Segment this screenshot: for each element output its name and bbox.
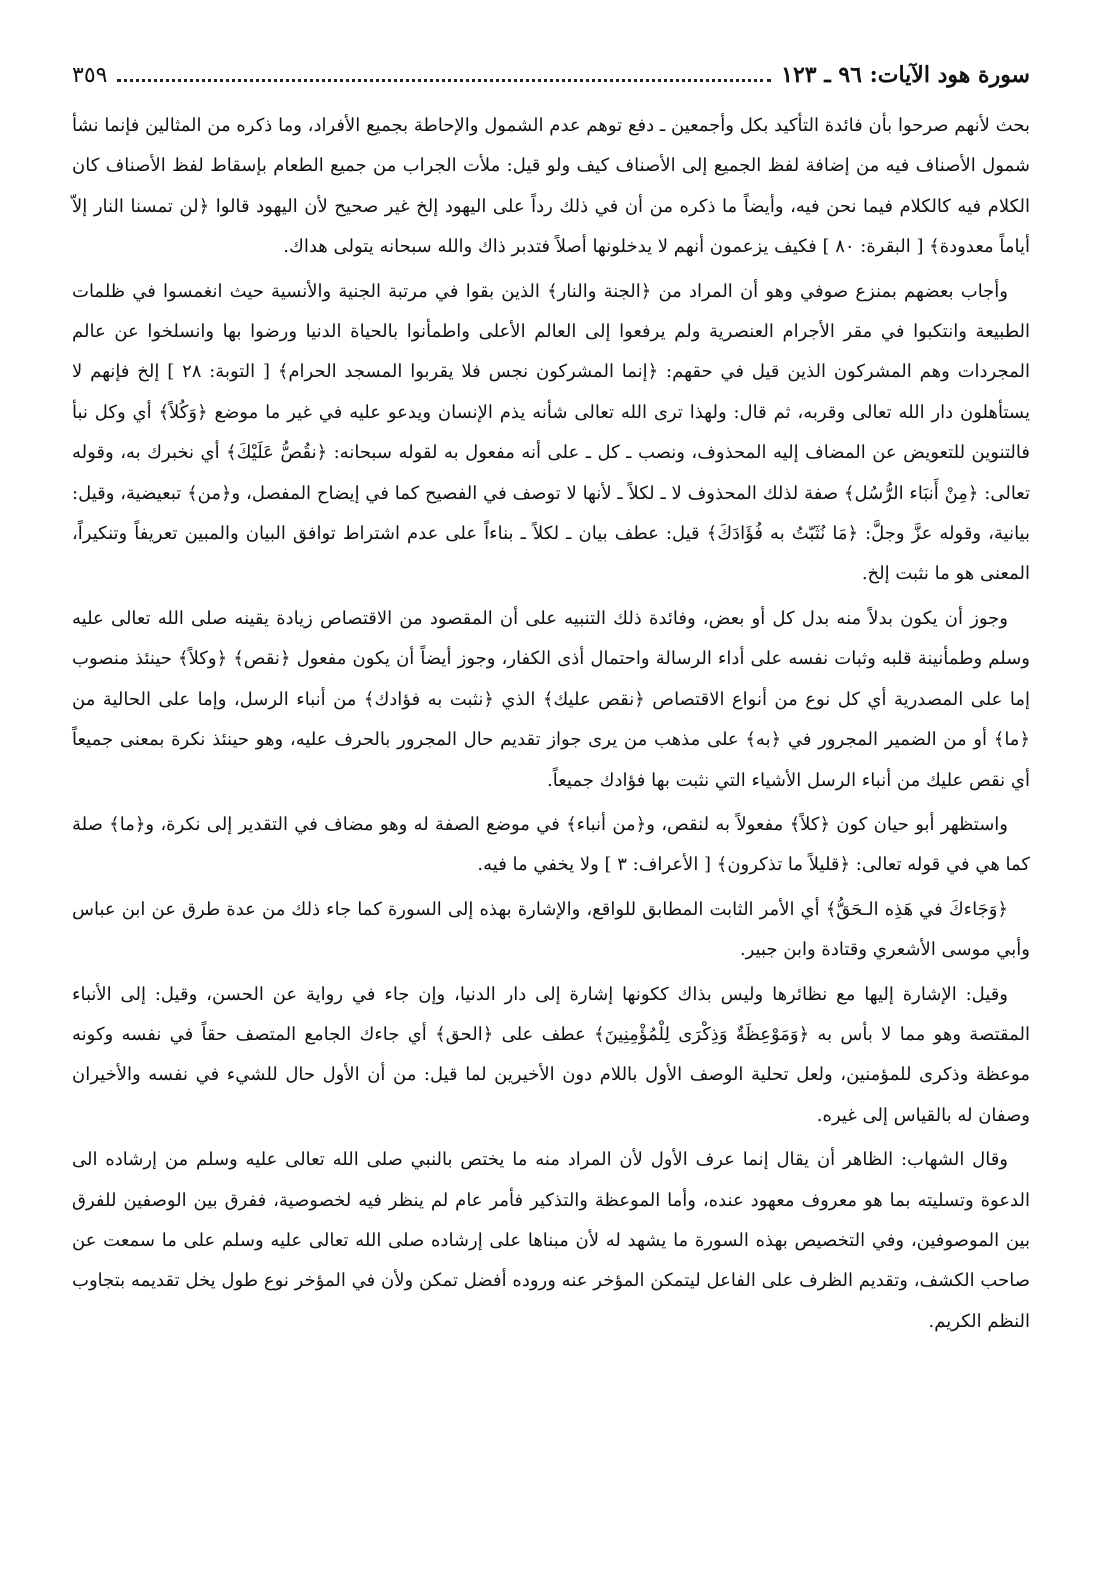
- text-body: [72, 106, 1030, 1342]
- chapter-title: سورة هود الآيات: ٩٦ ـ ١٢٣: [781, 62, 1030, 88]
- page-number: ٣٥٩: [72, 63, 108, 88]
- page: [72, 62, 1030, 1346]
- paragraph: واستظهر أبو حيان كون ﴿كلاً﴾ مفعولاً به لنقص، و﴿من أنباء﴾ في موضع الصفة له وهو مضاف في التقدير إلى نكرة، و﴿ما﴾ صلة كما هي في قوله تعالى: ﴿قليلاً ما تذكرون﴾ [ الأعراف: ٣ ] ولا يخفي ما فيه.: [72, 813, 1030, 876]
- dot-leader: [117, 65, 771, 82]
- paragraph: وجوز أن يكون بدلاً منه بدل كل أو بعض، وفائدة ذلك التنبيه على أن المقصود من الاقتصاص زيادة يقينه صلى الله تعالى عليه وسلم وطمأنينة قلبه وثبات نفسه على أداء الرسالة واحتمال أذى الكفار، وجوز أيضاً أن يكون مفعول ﴿نقص﴾ ﴿وكلاً﴾ حينئذ منصوب إما على المصدرية أي كل نوع من أنواع الاقتصاص ﴿نقص عليك﴾ الذي ﴿نثبت به فؤادك﴾ من أنباء الرسل، وإما على الحالية من ﴿ما﴾ أو من الضمير المجرور في ﴿به﴾ على مذهب من يرى جواز تقديم حال المجرور بالحرف عليه، وهو حينئذ نكرة بمعنى جميعاً أي نقص عليك من أنباء الرسل الأشياء التي نثبت بها فؤادك جميعاً.: [72, 607, 1031, 791]
- paragraph: وأجاب بعضهم بمنزع صوفي وهو أن المراد من ﴿الجنة والنار﴾ الذين بقوا في مرتبة الجنية والأنسية حيث انغمسوا في ظلمات الطبيعة وانتكبوا في مقر الأجرام العنصرية ولم يرفعوا إلى العالم الأعلى واطمأنوا بالحياة الدنيا ورضوا بها وانسلخوا عن عالم المجردات وهم المشركون الذين قيل في حقهم: ﴿إنما المشركون نجس فلا يقربوا المسجد الحرام﴾ [ التوبة: ٢٨ ] إلخ فإنهم لا يستأهلون دار الله تعالى وقربه، ثم قال: ولهذا ترى الله تعالى شأنه يذم الإنسان ويدعو عليه في غير ما موضع ﴿وَكُلاً﴾ أي وكل نبأ فالتنوين للتعويض عن المضاف إليه المحذوف، ونصب ـ كل ـ على أنه مفعول به لقوله سبحانه: ﴿نقُصُّ عَلَيْكَ﴾ أي نخبرك به، وقوله تعالى: ﴿مِنْ أَنبَاء الرُّسُل﴾ صفة لذلك المحذوف لا ـ لكلاً ـ لأنها لا توصف في الفصيح كما في إيضاح المفصل، و﴿من﴾ تبعيضية، وقيل: بيانية، وقوله عزَّ وجلَّ: ﴿مَا نُثَبّتُ به فُؤَادَكَ﴾ قيل: عطف بيان ـ لكلاً ـ بناءاً على عدم اشتراط توافق البيان والمبين تعريفاً وتنكيراً، المعنى هو ما نثبت إلخ.: [72, 280, 1030, 585]
- paragraph: ﴿وَجَاءكَ في هَذِه الـحَقُّ﴾ أي الأمر الثابت المطابق للواقع، والإشارة بهذه إلى السورة كما جاء ذلك من عدة طرق عن ابن عباس وأبي موسى الأشعري وقتادة وابن جبير.: [72, 898, 1030, 961]
- paragraph: بحث لأنهم صرحوا بأن فائدة التأكيد بكل وأجمعين ـ دفع توهم عدم الشمول والإحاطة بجميع الأفراد، وما ذكره من المثالين فإنما نشأ شمول الأصناف فيه من إضافة لفظ الجميع إلى الأصناف كيف ولو قيل: ملأت الجراب من جميع الطعام بإسقاط لفظ الأصناف كان الكلام فيه كالكلام فيما نحن فيه، وأيضاً ما ذكره من أن في ذلك رداً على اليهود إلخ غير صحيح لأن اليهود قالوا ﴿لن تمسنا النار إلاّ أياماً معدودة﴾ [ البقرة: ٨٠ ] فكيف يزعمون أنهم لا يدخلونها أصلاً فتدبر ذاك والله سبحانه يتولى هداك.: [72, 115, 1030, 258]
- paragraph: وقال الشهاب: الظاهر أن يقال إنما عرف الأول لأن المراد منه ما يختص بالنبي صلى الله تعالى عليه وسلم من إرشاده الى الدعوة وتسليته بما هو معروف معهود عنده، وأما الموعظة والتذكير فأمر عام لم ينظر فيه لخصوصية، ففرق بين الوصفين للفرق بين الموصوفين، وفي التخصيص بهذه السورة ما يشهد له لأن مبناها على إرشاده صلى الله تعالى عليه وسلم على ما سمعت عن صاحب الكشف، وتقديم الظرف على الفاعل ليتمكن المؤخر عنه وروده أفضل تمكن ولأن في المؤخر نوع طول يخل تقديمه بتجاوب النظم الكريم.: [72, 1149, 1030, 1332]
- running-header: [72, 62, 1030, 106]
- paragraph: وقيل: الإشارة إليها مع نظائرها وليس بذاك ككونها إشارة إلى دار الدنيا، وإن جاء في رواية عن الحسن، وقيل: إلى الأنباء المقتصة وهو مما لا بأس به ﴿وَمَوْعِظَةٌ وَذِكْرَى لِلْمُؤْمِنِينَ﴾ عطف على ﴿الحق﴾ أي جاءك الجامع المتصف حقاً في نفسه وكونه موعظة وذكرى للمؤمنين، ولعل تحلية الوصف الأول باللام دون الأخيرين لما قيل: من أن الأول حال للشيء في نفسه والأخيران وصفان له بالقياس إلى غيره.: [72, 983, 1030, 1126]
